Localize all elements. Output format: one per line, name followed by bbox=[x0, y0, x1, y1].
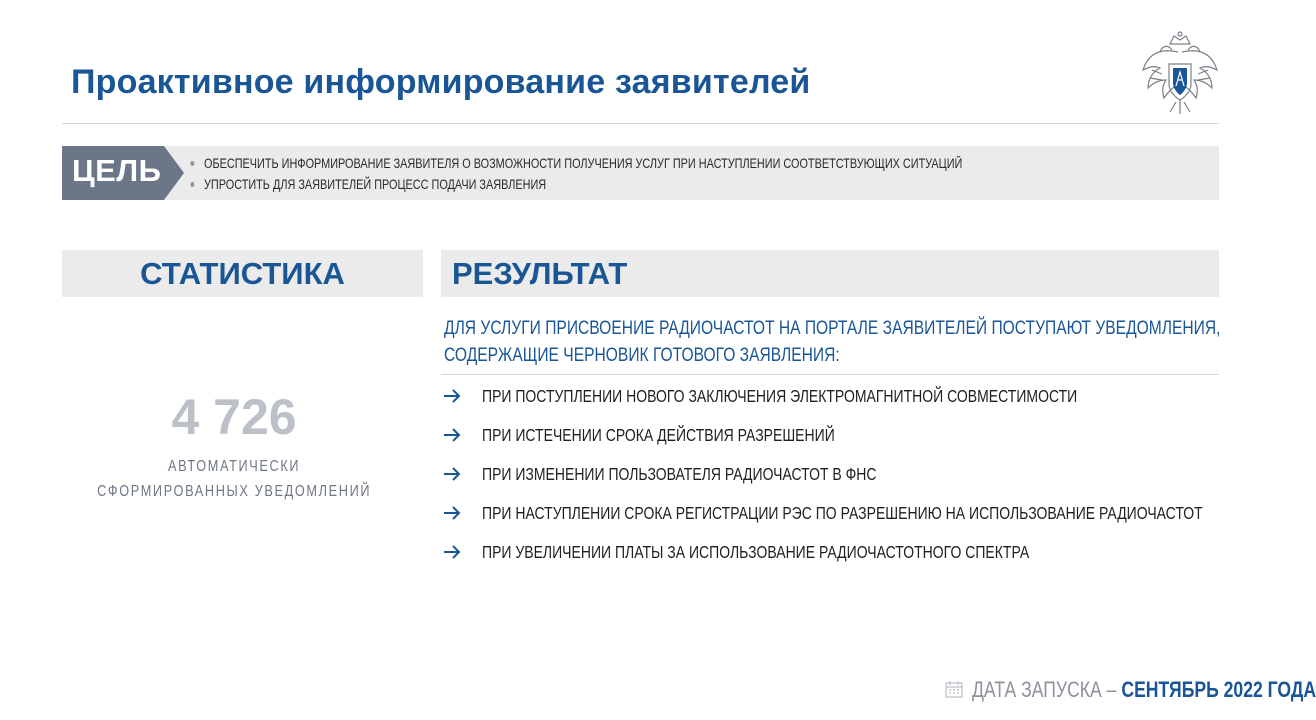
result-item-text: ПРИ ИСТЕЧЕНИИ СРОКА ДЕЙСТВИЯ РАЗРЕШЕНИЙ bbox=[482, 425, 835, 445]
result-intro-line: ДЛЯ УСЛУГИ ПРИСВОЕНИЕ РАДИОЧАСТОТ НА ПОРТАЛЕ ЗАЯВИТЕЛЕЙ ПОСТУПАЮТ УВЕДОМЛЕНИЯ, bbox=[444, 317, 1221, 339]
result-item-text: ПРИ НАСТУПЛЕНИИ СРОКА РЕГИСТРАЦИИ РЭС ПО РАЗРЕШЕНИЮ НА ИСПОЛЬЗОВАНИЕ РАДИОЧАСТОТ bbox=[482, 503, 1203, 523]
arrow-right-icon bbox=[442, 388, 462, 404]
statistics-number: 4 726 bbox=[171, 389, 297, 445]
statistics-caption-line: СФОРМИРОВАННЫХ УВЕДОМЛЕНИЙ bbox=[96, 483, 372, 500]
arrow-right-icon bbox=[442, 505, 462, 521]
arrow-right-icon bbox=[442, 544, 462, 560]
arrow-right-icon bbox=[442, 466, 462, 482]
goal-list bbox=[188, 153, 962, 195]
launch-label: ДАТА ЗАПУСКА – bbox=[972, 677, 1122, 702]
arrow-right-icon bbox=[442, 427, 462, 443]
statistics-title: СТАТИСТИКА bbox=[140, 256, 345, 291]
statistics-caption bbox=[62, 454, 406, 504]
result-item-text: ПРИ ИЗМЕНЕНИИ ПОЛЬЗОВАТЕЛЯ РАДИОЧАСТОТ В ФНС bbox=[482, 464, 877, 484]
statistics-caption-line: АВТОМАТИЧЕСКИ bbox=[167, 458, 301, 475]
calendar-icon bbox=[945, 680, 963, 698]
result-title: РЕЗУЛЬТАТ bbox=[452, 256, 628, 291]
result-divider bbox=[441, 374, 1219, 375]
result-item-text: ПРИ УВЕЛИЧЕНИИ ПЛАТЫ ЗА ИСПОЛЬЗОВАНИЕ РАДИОЧАСТОТНОГО СПЕКТРА bbox=[482, 542, 1030, 562]
result-intro-line: СОДЕРЖАЩИЕ ЧЕРНОВИК ГОТОВОГО ЗАЯВЛЕНИЯ: bbox=[444, 344, 840, 366]
result-intro bbox=[444, 315, 1221, 369]
goal-item: ОБЕСПЕЧИТЬ ИНФОРМИРОВАНИЕ ЗАЯВИТЕЛЯ О ВОЗМОЖНОСТИ ПОЛУЧЕНИЯ УСЛУГ ПРИ НАСТУПЛЕНИИ СООТВЕТСТВУЮЩИХ СИТУАЦИЙ bbox=[188, 153, 962, 174]
coat-of-arms-icon bbox=[1140, 30, 1220, 116]
title-divider bbox=[62, 123, 1219, 124]
launch-date bbox=[945, 676, 1316, 704]
result-item-text: ПРИ ПОСТУПЛЕНИИ НОВОГО ЗАКЛЮЧЕНИЯ ЭЛЕКТРОМАГНИТНОЙ СОВМЕСТИМОСТИ bbox=[482, 386, 1078, 406]
goal-tag-label: ЦЕЛЬ bbox=[72, 153, 162, 188]
page-title: Проактивное информирование заявителей bbox=[71, 63, 811, 101]
goal-item: УПРОСТИТЬ ДЛЯ ЗАЯВИТЕЛЕЙ ПРОЦЕСС ПОДАЧИ ЗАЯВЛЕНИЯ bbox=[188, 174, 962, 195]
launch-value: СЕНТЯБРЬ 2022 ГОДА bbox=[1121, 677, 1316, 702]
